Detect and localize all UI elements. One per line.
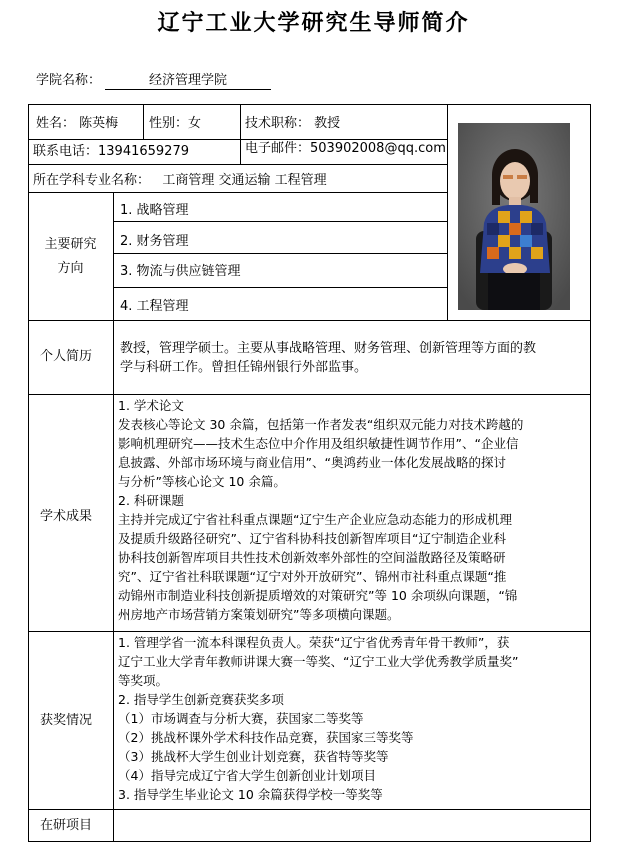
email-field [245,140,446,158]
college-line [36,69,271,90]
gender-field [149,115,201,133]
name-value: 陈英梅 [79,116,119,131]
gender-value: 女 [188,116,202,131]
achievements-text [118,396,523,624]
bio-line: 教授，管理学硕士。主要从事战略管理、财务管理、创新管理等方面的教 [120,341,537,356]
research-item: 3. 物流与供应链管理 [120,264,241,279]
bio-label: 个人简历 [40,349,93,364]
portrait-photo [458,123,570,310]
gender-label: 性别： [149,116,189,131]
award-line: 等奖项。 [118,673,169,688]
email-value: 503902008@qq.com [310,141,446,156]
award-line: 2. 指导学生创新竞赛获奖多项 [118,692,284,707]
phone-field [33,143,189,161]
achievement-line: 2. 科研课题 [118,493,184,508]
page-title: 辽宁工业大学研究生导师简介 [157,10,470,36]
phone-value: 13941659279 [98,144,189,159]
award-line: 3. 指导学生毕业论文 10 余篇获得学校一等奖等 [118,787,383,802]
achievement-line: 动锦州市制造业科技创新提质增效的对策研究”等 10 余项纵向课题，“锦 [118,588,518,603]
achievement-line: 1. 学术论文 [118,398,184,413]
phone-label: 联系电话： [33,144,99,159]
research-item: 2. 财务管理 [120,234,189,249]
rank-label: 技术职称： [245,116,311,131]
research-label: 主要研究 方向 [44,237,97,276]
name-field [36,115,118,133]
achievement-line: 协科技创新智库项目共性技术创新效率外部性的空间溢散路径及策略研 [118,550,506,565]
achievement-line: 息披露、外部市场环境与商业信用”、“奥鸿药业一体化发展战略的探讨 [118,455,506,470]
awards-label: 获奖情况 [40,713,93,728]
achievement-line: 与分析”等核心论文 10 余篇。 [118,474,286,489]
discipline-label: 所在学科专业名称： [33,173,151,188]
award-line: （3）挑战杯大学生创业计划竞赛，获省特等奖等 [118,749,389,764]
bio-line: 学与科研工作。曾担任锦州银行外部监事。 [120,360,368,375]
achievement-line: 及提质升级路径研究”、辽宁省科协科技创新智库项目“辽宁制造企业科 [118,531,506,546]
awards-text [118,633,518,804]
name-label: 姓名： [36,116,76,131]
achievement-line: 主持并完成辽宁省社科重点课题“辽宁生产企业应急动态能力的形成机理 [118,512,512,527]
research-item: 1. 战略管理 [120,203,189,218]
achievement-line: 影响机理研究——技术生态位中介作用及组织敏捷性调节作用”、“企业信 [118,436,519,451]
projects-label: 在研项目 [40,818,93,833]
achievements-label: 学术成果 [40,509,93,524]
award-line: （4）指导完成辽宁省大学生创新创业计划项目 [118,768,376,783]
award-line: 辽宁工业大学青年教师讲课大赛一等奖、“辽宁工业大学优秀教学质量奖” [118,654,519,669]
award-line: （1）市场调查与分析大赛，获国家二等奖等 [118,711,364,726]
college-value: 经济管理学院 [105,69,271,90]
rank-value: 教授 [314,116,341,131]
award-line: （2）挑战杯课外学术科技作品竞赛，获国家三等奖等 [118,730,414,745]
award-line: 1. 管理学省一流本科课程负责人。荣获“辽宁省优秀青年骨干教师”，获 [118,635,510,650]
research-item: 4. 工程管理 [120,299,189,314]
achievement-line: 发表核心等论文 30 余篇，包括第一作者发表“组织双元能力对技术跨越的 [118,417,524,432]
rank-field [245,115,340,133]
bio-text [120,339,536,377]
discipline-field [33,172,327,190]
achievement-line: 州房地产市场营销方案策划研究”等多项横向课题。 [118,607,400,622]
college-label: 学院名称： [36,73,102,88]
achievement-line: 究”、辽宁省社科联课题“辽宁对外开放研究”、锦州市社科重点课题“推 [118,569,507,584]
email-label: 电子邮件： [245,141,311,156]
discipline-value: 工商管理 交通运输 工程管理 [162,173,327,188]
